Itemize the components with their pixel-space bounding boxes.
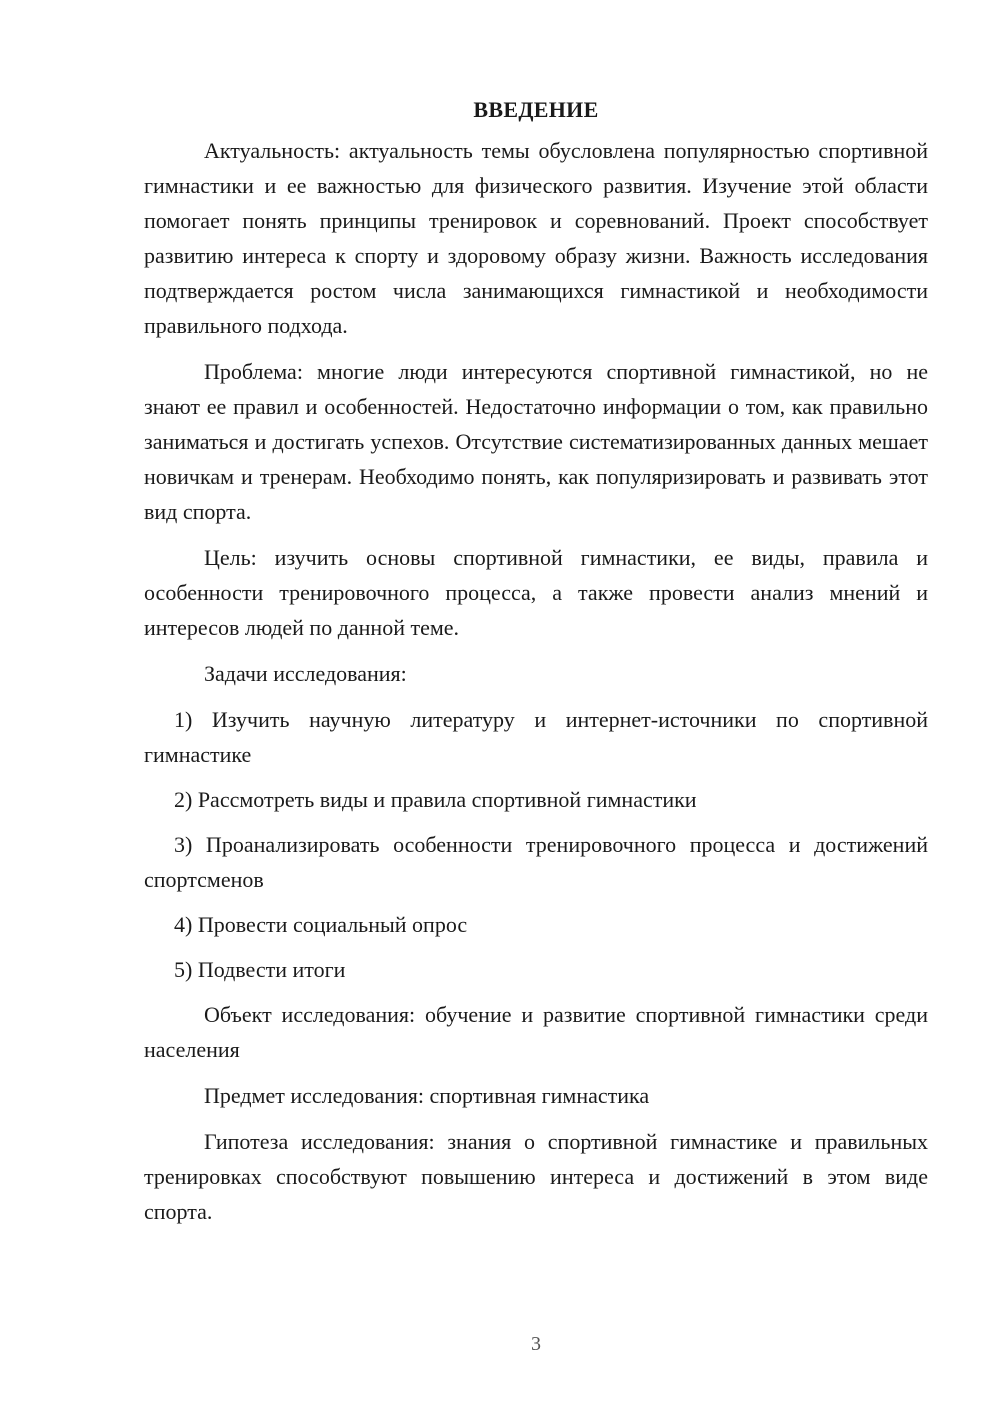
problem-paragraph: Проблема: многие люди интересуются спортивной гимнастикой, но не знают ее правил и особенностей. Недостаточно информации о том, как правильно заниматься и достигать успехов. Отсутствие систематизированных данных мешает новичкам и тренерам. Необходимо понять, как популяризировать и развивать этот вид спорта. <box>144 359 928 524</box>
subject-paragraph: Предмет исследования: спортивная гимнастика <box>204 1083 650 1108</box>
goal-paragraph: Цель: изучить основы спортивной гимнастики, ее виды, правила и особенности тренировочного процесса, а также провести анализ мнений и интересов людей по данной теме. <box>144 545 928 640</box>
page-title: ВВЕДЕНИЕ <box>473 97 599 122</box>
page-number: 3 <box>531 1333 541 1355</box>
object-paragraph: Объект исследования: обучение и развитие спортивной гимнастики среди населения <box>144 1002 928 1062</box>
tasks-heading: Задачи исследования: <box>204 661 407 686</box>
hypothesis-paragraph: Гипотеза исследования: знания о спортивной гимнастике и правильных тренировках способствуют повышению интереса и достижений в этом виде спорта. <box>144 1129 928 1224</box>
task-item-1: 1) Изучить научную литературу и интернет-источники по спортивной гимнастике <box>144 707 928 767</box>
relevance-paragraph: Актуальность: актуальность темы обусловлена популярностью спортивной гимнастики и ее важностью для физического развития. Изучение этой области помогает понять принципы тренировок и соревнований. Проект способствует развитию интереса к спорту и здоровому образу жизни. Важность исследования подтверждается ростом числа занимающихся гимнастикой и необходимости правильного подхода. <box>144 138 928 338</box>
task-item-3: 3) Проанализировать особенности тренировочного процесса и достижений спортсменов <box>144 832 928 892</box>
task-item-2: 2) Рассмотреть виды и правила спортивной гимнастики <box>174 787 697 812</box>
document-page <box>144 92 928 1240</box>
task-item-5: 5) Подвести итоги <box>174 957 346 982</box>
task-item-4: 4) Провести социальный опрос <box>174 912 468 937</box>
